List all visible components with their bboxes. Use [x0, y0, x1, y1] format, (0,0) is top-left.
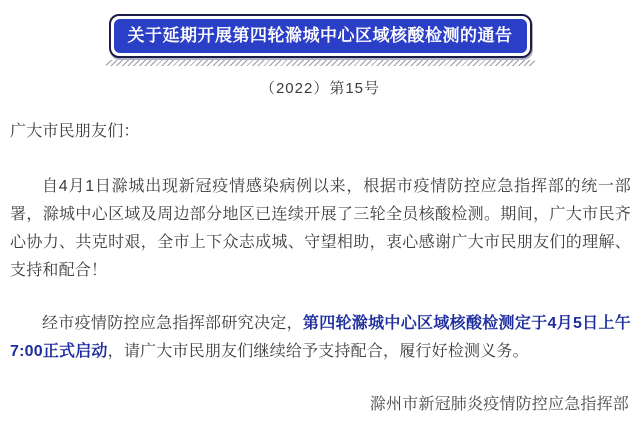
paragraph-2-highlight: 第四轮滁城中心区域核酸检测定于4月5日上午7:00正式启动: [10, 315, 631, 361]
notice-banner: [109, 14, 532, 66]
document-number: （2022）第15号: [259, 80, 381, 98]
salutation: 广大市民朋友们：: [10, 123, 140, 141]
banner-fill: [114, 19, 527, 53]
paragraph-1: 自4月1日滁城出现新冠疫情感染病例以来，根据市疫情防控应急指挥部的统一部署，滁城中心区域及周边部分地区已连续开展了三轮全员核酸检测。期间，广大市民齐心协力、共克时艰，全市上下众志成城、守望相助，衷心感谢广大市民朋友们的理解、支持和配合！: [10, 178, 631, 280]
paragraph-2-suffix: ，请广大市民朋友们继续给予支持配合，履行好检测义务。: [107, 343, 529, 361]
banner-frame: [109, 14, 532, 58]
paragraph-2: [10, 310, 631, 366]
paragraph-2-prefix: 经市疫情防控应急指挥部研究决定，: [42, 315, 303, 333]
notice-body: [0, 118, 640, 419]
notice-title: 关于延期开展第四轮滁城中心区域核酸检测的通告: [127, 26, 513, 45]
issuer-signature: 滁州市新冠肺炎疫情防控应急指挥部: [369, 396, 629, 414]
banner-shadow-hatch: [105, 60, 536, 66]
notice-document: [0, 14, 640, 426]
